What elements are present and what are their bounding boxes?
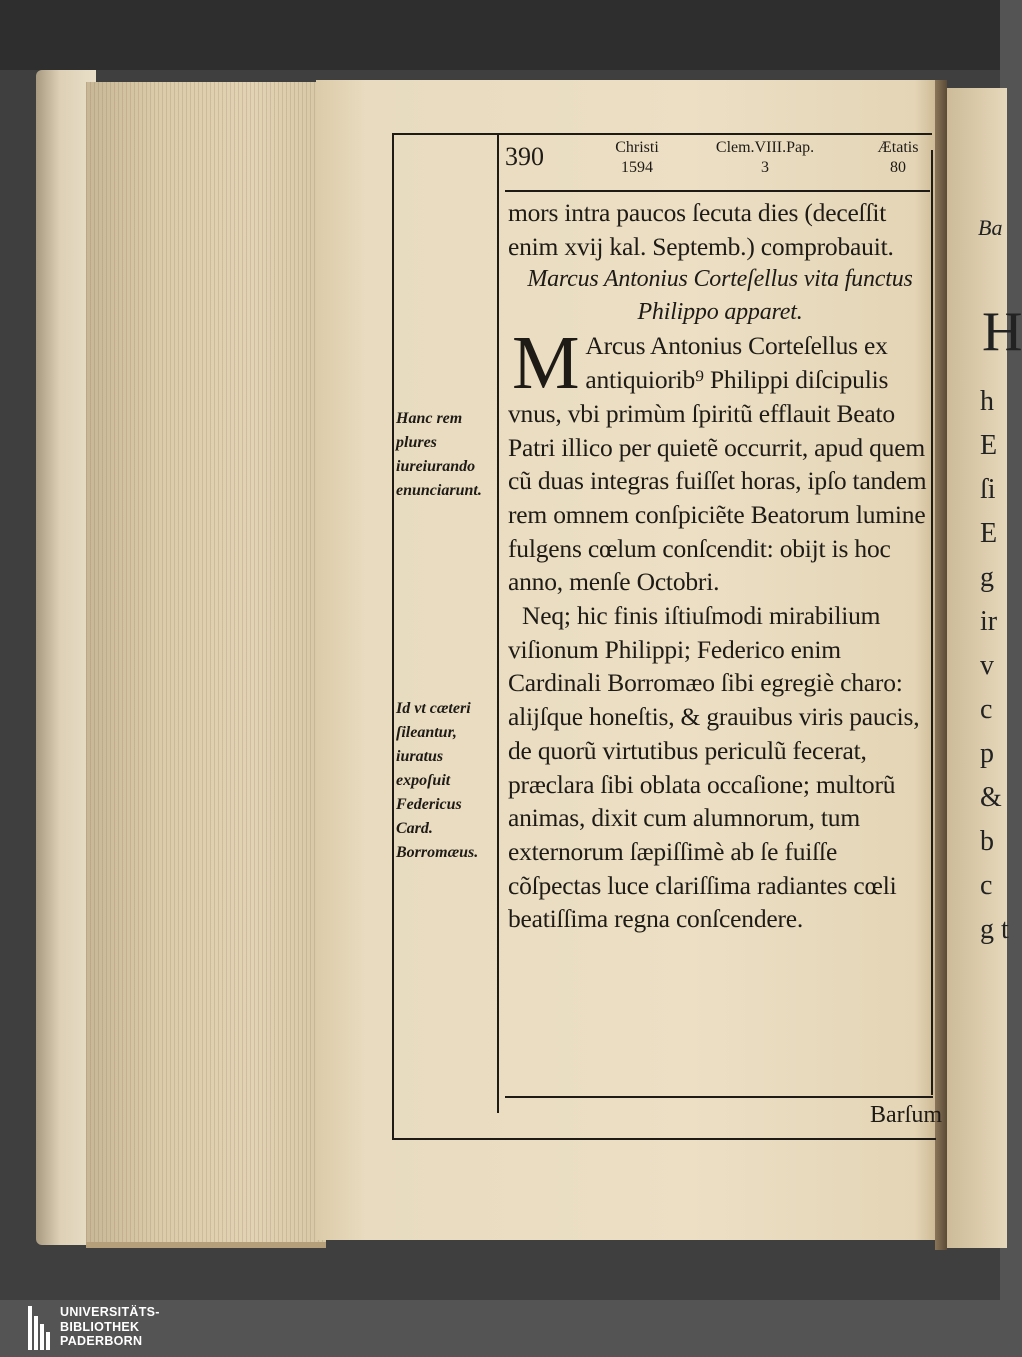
header-aetatis-value: 80 xyxy=(890,159,906,176)
scan-backdrop xyxy=(0,0,1000,70)
main-text xyxy=(508,196,932,936)
page-gutter xyxy=(935,80,947,1250)
paragraph-1 xyxy=(508,321,932,599)
catchword: Barſum xyxy=(870,1102,942,1128)
facing-page-head: Ba xyxy=(978,215,1003,240)
frame-left-rule xyxy=(392,133,394,1138)
header-christi-year: 1594 xyxy=(621,159,653,176)
page-number: 390 xyxy=(505,142,544,171)
text-bottom-rule xyxy=(505,1096,933,1098)
header-aetatis-label: Ætatis xyxy=(877,139,919,156)
header-rule xyxy=(505,190,930,192)
header-aetatis xyxy=(863,138,933,178)
section-heading: Marcus Antonius Corteſellus vita functus Philippo apparet. xyxy=(527,266,913,326)
continuation-paragraph: mors intra paucos ſecuta dies (deceſſit enim xvij kal. Septemb.) comprobauit. xyxy=(508,198,894,261)
header-christi-label: Christi xyxy=(615,139,659,156)
frame-bottom-rule xyxy=(392,1138,936,1140)
library-line-2: BIBLIOTHEK xyxy=(60,1319,140,1334)
margin-note-1: Hanc rem plures iureiurando enunciarunt. xyxy=(396,410,482,499)
margin-note-2: Id vt cæteri ſileantur, iuratus expoſuit Federicus Card. Borromæus. xyxy=(396,700,479,861)
running-header xyxy=(505,138,935,188)
library-line-1: UNIVERSITÄTS- xyxy=(60,1305,160,1319)
library-logo-icon xyxy=(28,1306,52,1350)
page-edges xyxy=(86,82,326,1248)
facing-page-initial: H xyxy=(982,301,1022,363)
header-pope-label: Clem.VIII.Pap. xyxy=(715,139,815,156)
library-line-3: PADERBORN xyxy=(60,1334,143,1348)
frame-top-rule xyxy=(392,133,932,135)
paragraph-2: Neq; hic finis iſtiuſmodi mirabilium viſionum Philippi; Federico enim Cardinali Borromæo ſibi egregiè charo: alijſque honeſtis, & grauibus viris paucis, de quorũ virtutibus periculũ fecerat, præclara ſibi oblata occaſione; multorũ animas, dixit cum alumnorum, tum externorum ſæpiſſimè ab ſe fuiſſe cõſpectas luce clariſſima radiantes cœli beatiſſima regna conſcendere. xyxy=(508,601,920,934)
header-pope-year: 3 xyxy=(761,159,769,176)
facing-page-text: h E ſi E g ir v c p & b c g t xyxy=(980,386,1009,945)
library-name xyxy=(60,1305,160,1349)
header-christi xyxy=(597,138,677,178)
paragraph-1-text: Arcus Antonius Corteſellus ex antiquiorib⁹ Philippi diſcipulis vnus, vbi primùm ſpiritũ efflauit Beato Patri illico per quietẽ occurrit, apud quem cũ duas integras fuiſſet horas, ipſo tandem rem omnem conſpiciẽte Beatorum lumine fulgens cœlum conſcendit: obijt is hoc anno, menſe Octobri. xyxy=(508,331,927,597)
frame-inner-rule xyxy=(497,133,499,1113)
header-pope xyxy=(695,138,835,178)
drop-capital: M xyxy=(512,321,580,406)
